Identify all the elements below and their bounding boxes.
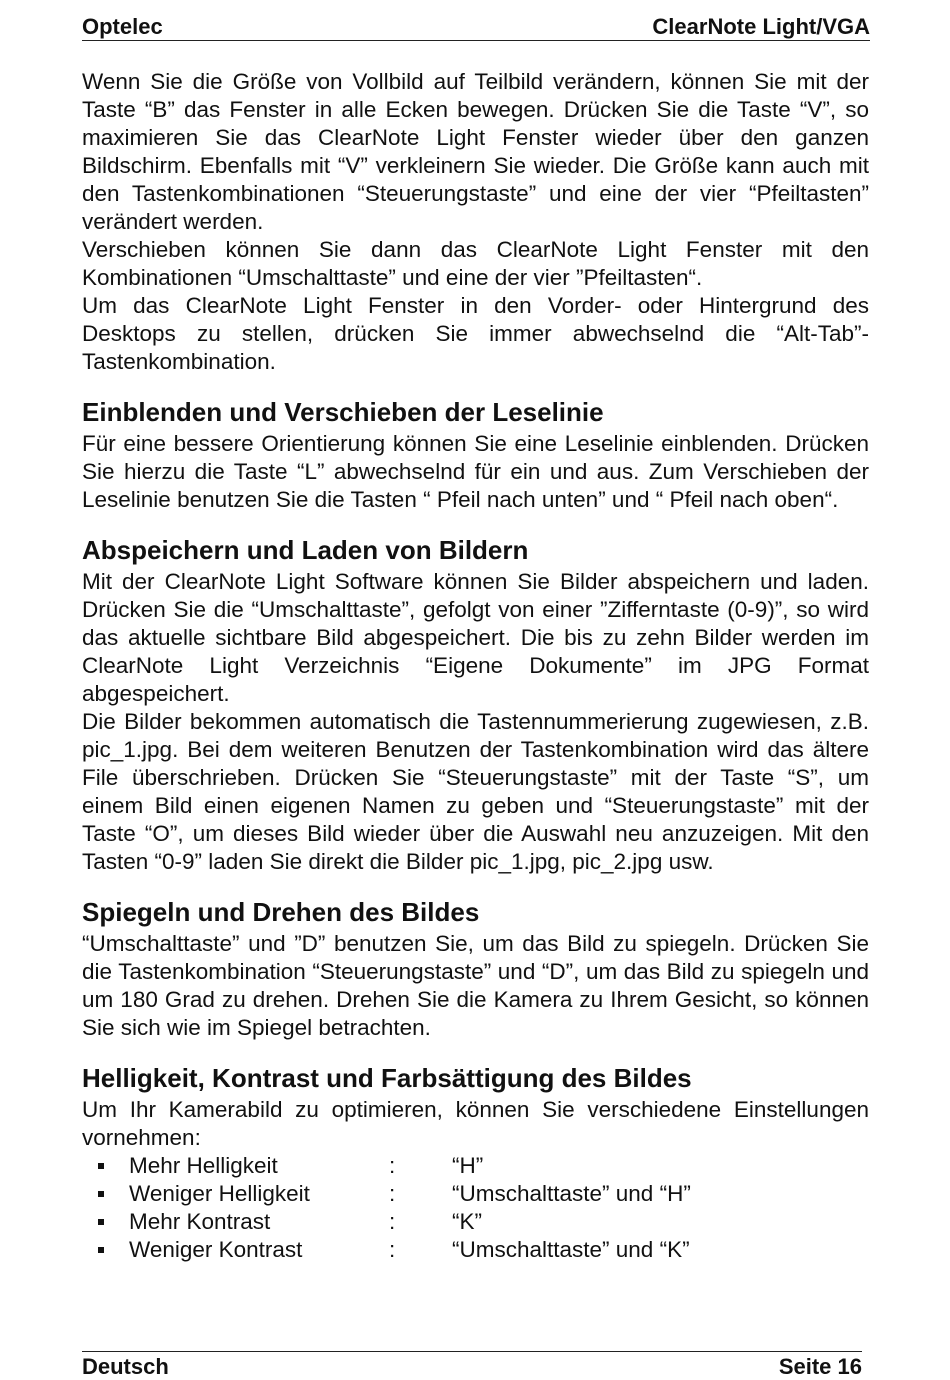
list-item (82, 1180, 869, 1208)
leselinie-paragraph: Für eine bessere Orientierung können Sie eine Leselinie einblenden. Drücken Sie hierzu die Taste “L” abwechselnd für ein und aus. Zum Verschieben der Leselinie benutzen Sie die Tasten “ Pfeil nach unten” und “ Pfeil nach oben“. (82, 431, 869, 512)
intro-paragraph: Verschieben können Sie dann das ClearNote Light Fenster mit den Kombinationen “Umschalttaste” und eine der vier ”Pfeiltasten“. (82, 237, 869, 290)
heading-speichern: Abspeichern und Laden von Bildern (82, 535, 529, 565)
setting-key: “Umschalttaste” und “K” (452, 1237, 690, 1262)
list-item (82, 1152, 869, 1180)
setting-name: Mehr Helligkeit (129, 1153, 278, 1178)
heading-leselinie: Einblenden und Verschieben der Leselinie (82, 397, 604, 427)
header-brand: Optelec (82, 14, 163, 39)
bullet-icon (98, 1191, 104, 1197)
list-item (82, 1236, 869, 1264)
intro-paragraph: Wenn Sie die Größe von Vollbild auf Teilbild verändern, können Sie mit der Taste “B” das Fenster in alle Ecken bewegen. Drücken Sie die Taste “V”, so maximieren Sie das ClearNote Light Fenster wieder über den ganzen Bildschirm. Ebenfalls mit “V” verkleinern Sie wieder. Die Größe kann auch mit den Tastenkombinationen “Steuerungstaste” und eine der vier “Pfeiltasten” verändert werden. (82, 69, 869, 234)
footer-language: Deutsch (82, 1354, 169, 1379)
speichern-paragraph: Die Bilder bekommen automatisch die Tastennummerierung zugewiesen, z.B. pic_1.jpg. Bei dem weiteren Benutzen der Tastenkombination wird das ältere File überschrieben. Drücken Sie “Steuerungstaste” mit der Taste “S”, um einem Bild einen eigenen Namen zu geben und “Steuerungstaste” mit der Taste “O”, um dieses Bild wieder über die Auswahl neu anzuzeigen. Mit den Tasten “0-9” laden Sie direkt die Bilder pic_1.jpg, pic_2.jpg usw. (82, 709, 869, 874)
heading-helligkeit: Helligkeit, Kontrast und Farbsättigung des Bildes (82, 1063, 692, 1093)
bullet-icon (98, 1163, 104, 1169)
speichern-paragraph: Mit der ClearNote Light Software können Sie Bilder abspeichern und laden. Drücken Sie die “Umschalttaste”, gefolgt von einer ”Zifferntaste (0-9)”, so wird das aktuelle sichtbare Bild abgespeichert. Die bis zu zehn Bilder werden im ClearNote Light Verzeichnis “Eigene Dokumente” im JPG Format abgespeichert. (82, 569, 869, 706)
setting-key: “K” (452, 1209, 482, 1234)
setting-name: Weniger Helligkeit (129, 1181, 310, 1206)
setting-colon: : (389, 1153, 396, 1178)
setting-colon: : (389, 1209, 396, 1234)
setting-key: “Umschalttaste” und “H” (452, 1181, 691, 1206)
spiegeln-paragraph: “Umschalttaste” und ”D” benutzen Sie, um das Bild zu spiegeln. Drücken Sie die Tastenkombination “Steuerungstaste” und “D”, um das Bild zu spiegeln und um 180 Grad zu drehen. Drehen Sie die Kamera zu Ihrem Gesicht, so können Sie sich wie im Spiegel betrachten. (82, 931, 869, 1040)
page-number: Seite 16 (778, 1354, 862, 1379)
header-product: ClearNote Light/VGA (652, 14, 870, 39)
setting-name: Mehr Kontrast (129, 1209, 271, 1234)
list-item (82, 1208, 869, 1236)
setting-key: “H” (452, 1153, 484, 1178)
heading-spiegeln: Spiegeln und Drehen des Bildes (82, 897, 480, 927)
settings-list (82, 1152, 869, 1264)
page-content (82, 68, 869, 1264)
setting-colon: : (389, 1181, 396, 1206)
bullet-icon (98, 1247, 104, 1253)
helligkeit-paragraph: Um Ihr Kamerabild zu optimieren, können Sie verschiedene Einstellungen vornehmen: (82, 1097, 869, 1150)
page-header (82, 12, 870, 41)
bullet-icon (98, 1219, 104, 1225)
intro-paragraph: Um das ClearNote Light Fenster in den Vorder- oder Hintergrund des Desktops zu stellen, drücken Sie immer abwechselnd die “Alt-Tab”-Tastenkombination. (82, 293, 869, 374)
setting-name: Weniger Kontrast (129, 1237, 303, 1262)
page-footer (82, 1351, 862, 1380)
setting-colon: : (389, 1237, 396, 1262)
